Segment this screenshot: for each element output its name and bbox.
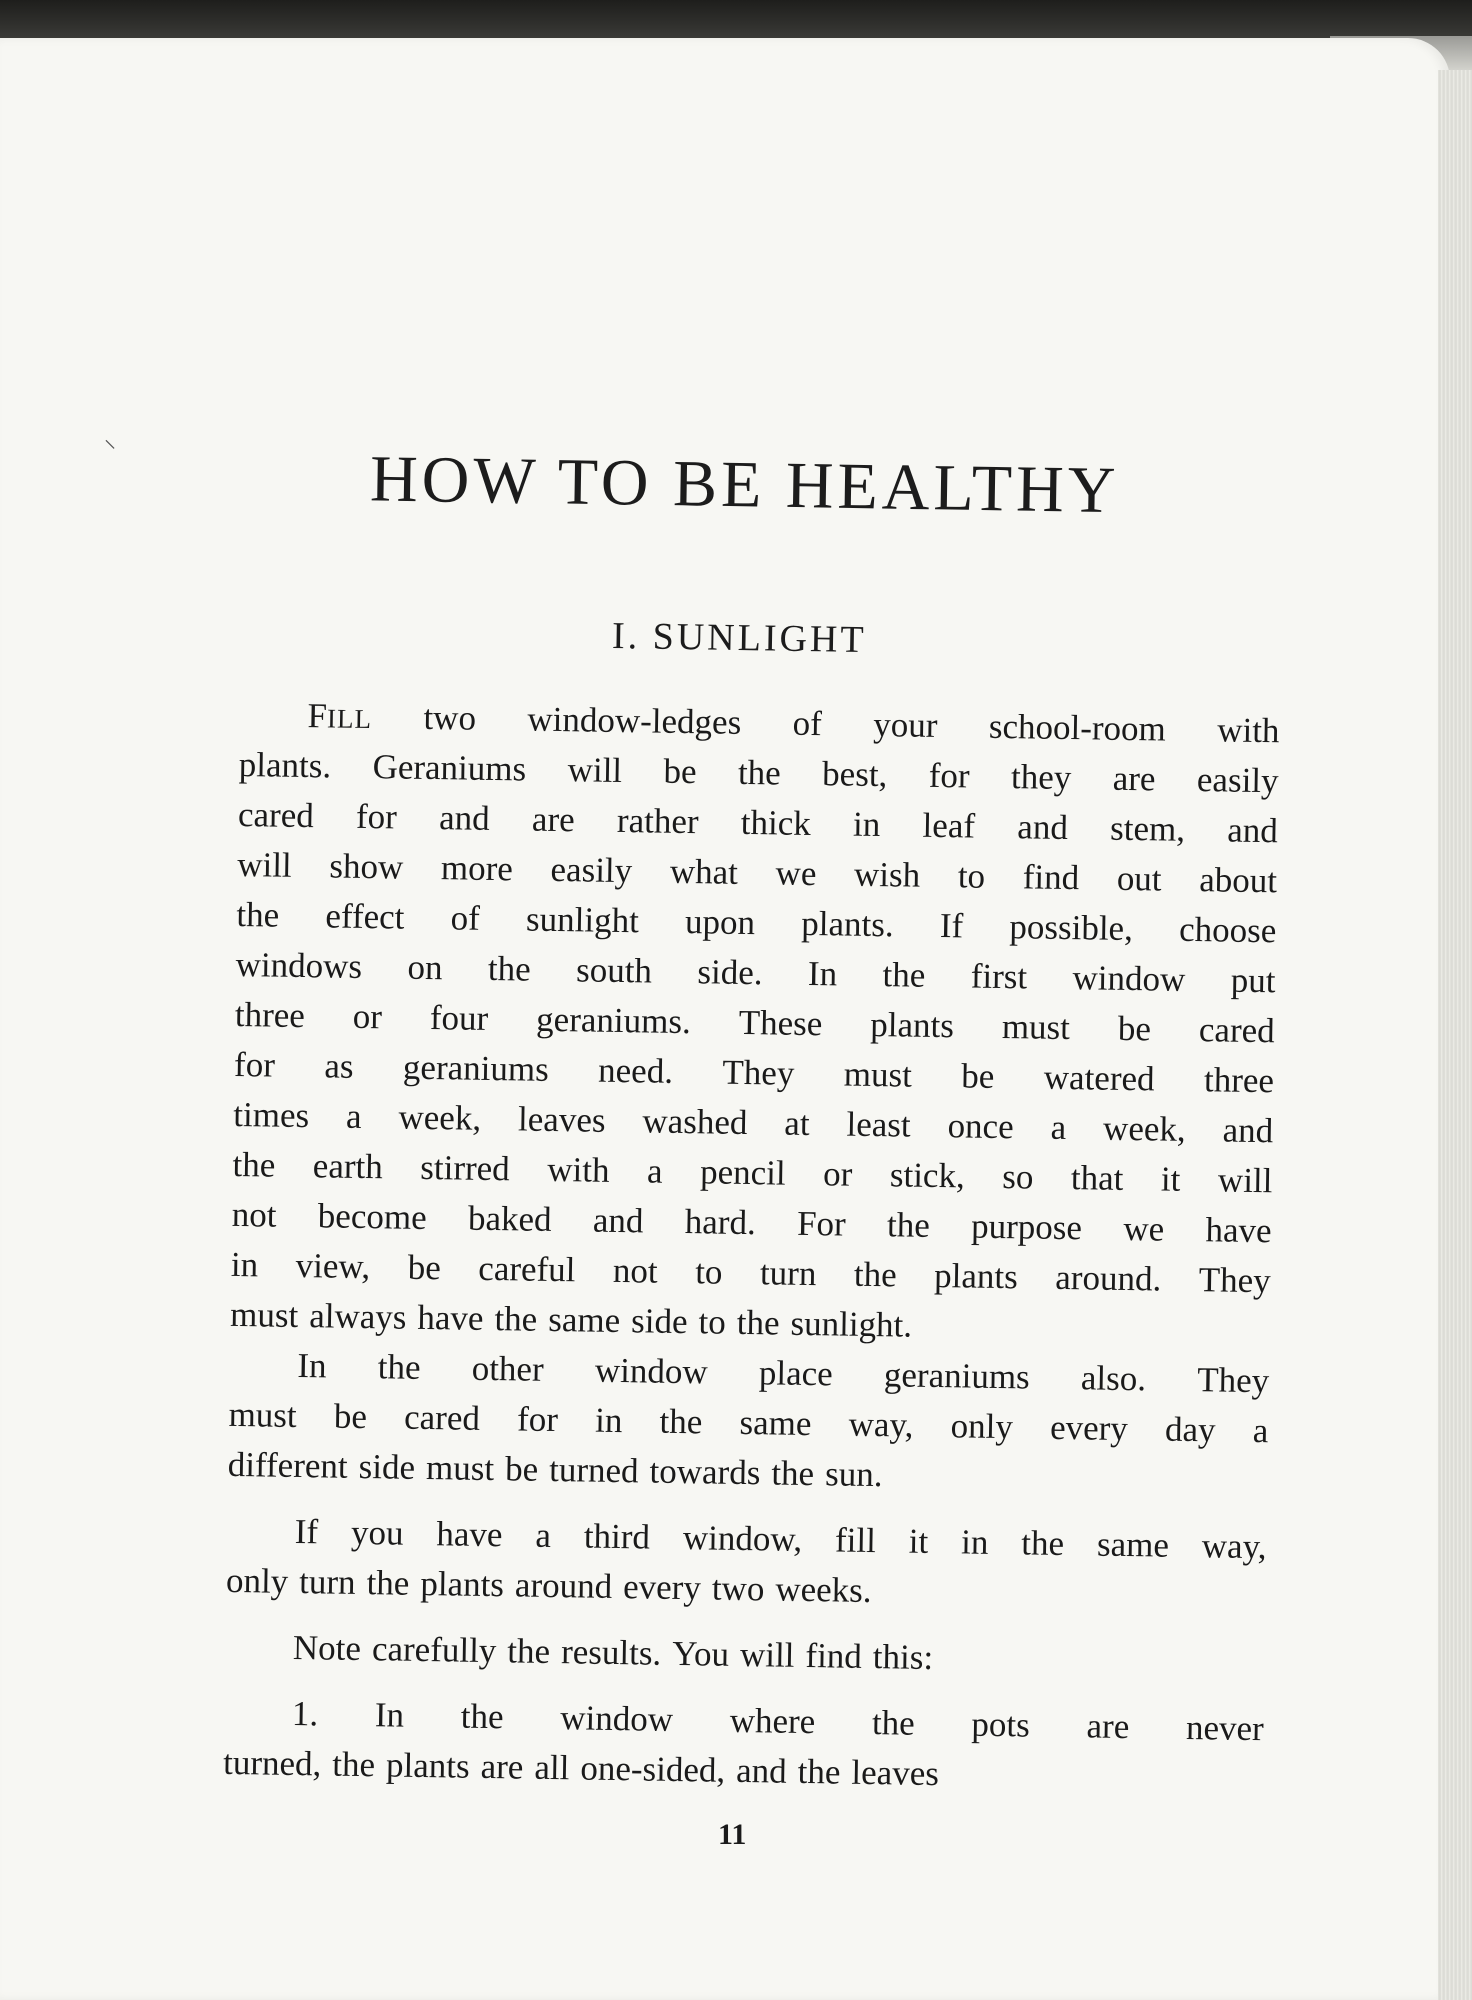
- body-text: [223, 690, 1280, 1804]
- text-line: must always have the same side to the sunlight.: [229, 1294, 913, 1345]
- text-line: the effect of sunlight upon plants. If possible, choose: [236, 894, 1277, 951]
- page-number: 11: [718, 1818, 747, 1851]
- section-heading: I. SUNLIGHT: [611, 615, 867, 661]
- page-title: HOW TO BE HEALTHY: [369, 442, 1120, 528]
- text-line: windows on the south side. In the first window put: [235, 944, 1276, 1001]
- page-edge: [1438, 70, 1472, 2000]
- text-line: If you have a third window, fill it in the same way,: [294, 1511, 1267, 1567]
- text-line: times a week, leaves washed at least once a week, and: [233, 1094, 1274, 1151]
- text-line: for as geraniums need. They must be watered three: [233, 1044, 1275, 1101]
- paragraph-1: [230, 690, 1280, 1356]
- text-line: cared for and are rather thick in leaf and stem, and: [237, 794, 1279, 851]
- text-line: FILL two window-ledges of your school-room with: [307, 696, 1280, 751]
- text-line: the earth stirred with a pencil or stick, so that it will: [232, 1144, 1273, 1201]
- paragraph-2: [227, 1340, 1269, 1506]
- text-line: turned, the plants are all one-sided, and the leaves: [222, 1742, 940, 1794]
- text-line: three or four geraniums. These plants must be cared: [234, 994, 1276, 1051]
- text-line: only turn the plants around every two weeks.: [225, 1560, 872, 1611]
- text-line: in view, be careful not to turn the plants around. They: [230, 1244, 1272, 1301]
- text-line: different side must be turned towards the sun.: [227, 1444, 883, 1495]
- text-line: Note carefully the results. You will find this:: [292, 1627, 934, 1678]
- margin-mark: ⸌: [104, 437, 116, 463]
- paragraph-3: [226, 1506, 1267, 1622]
- text-line: plants. Geraniums will be the best, for they are easily: [238, 744, 1279, 801]
- text-line: must be cared for in the same way, only every day a: [228, 1394, 1269, 1451]
- text-line: will show more easily what we wish to find out about: [236, 844, 1278, 901]
- text-line: In the other window place geraniums also. They: [297, 1345, 1270, 1401]
- text-line: not become baked and hard. For the purpose we have: [231, 1194, 1272, 1251]
- text-line: 1. In the window where the pots are never: [291, 1693, 1265, 1749]
- paragraph-5: [223, 1688, 1264, 1804]
